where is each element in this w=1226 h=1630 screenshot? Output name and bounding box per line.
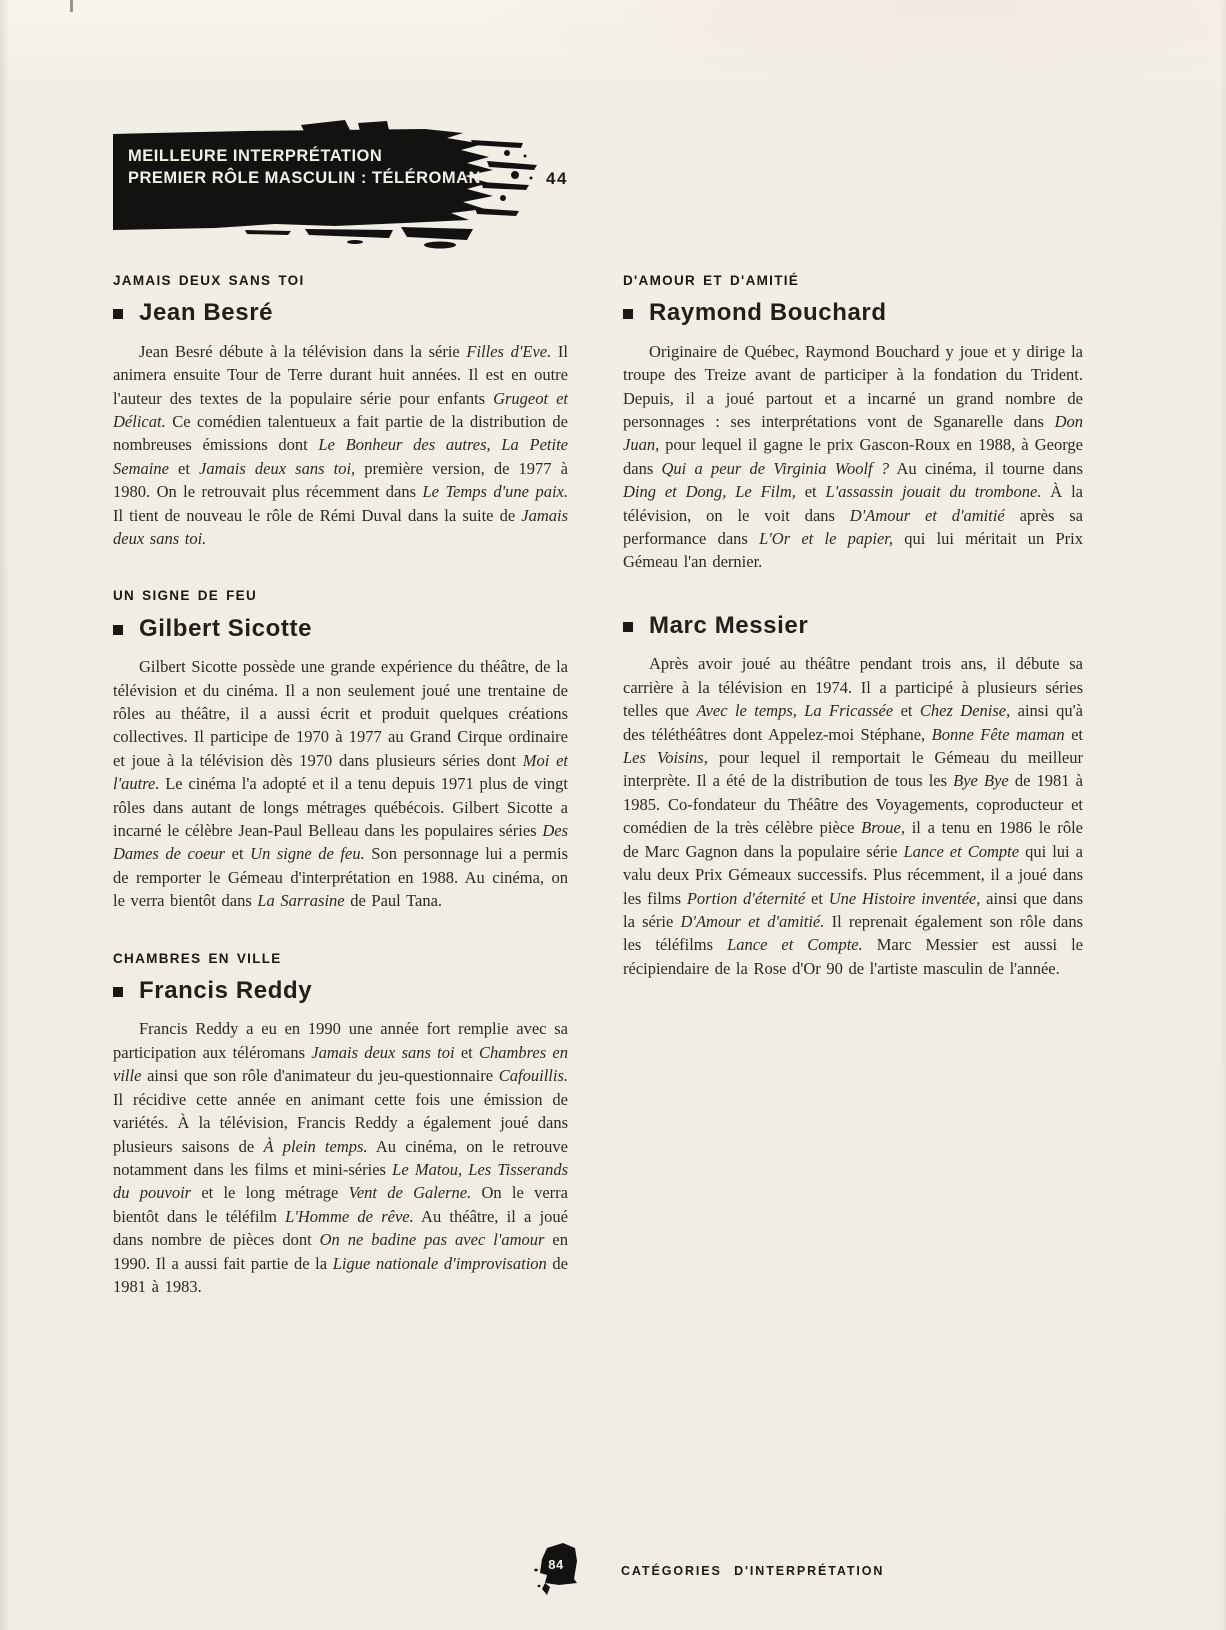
banner-title-line2: PREMIER RÔLE MASCULIN : TÉLÉROMAN xyxy=(128,169,481,187)
nominee-name xyxy=(113,615,568,643)
nominee-name xyxy=(623,612,1083,640)
banner-title xyxy=(128,145,481,189)
nominee-entry-gilbert-sicotte xyxy=(113,588,568,912)
nominees-content xyxy=(113,273,1083,1336)
nominee-entry-jean-besre xyxy=(113,273,568,550)
bio-paragraph: Francis Reddy a eu en 1990 une année fort remplie avec sa participation aux téléromans Jamais deux sans toi et Chambres en ville ainsi que son rôle d'animateur du jeu-questionnaire Cafouillis. Il récidive cette année en animant cette fois une émission de variétés. À la télévision, Francis Reddy a également joué dans plusieurs saisons de À plein temps. Au cinéma, on le retrouve notamment dans les films et mini-séries Le Matou, Les Tisserands du pouvoir et le long métrage Vent de Galerne. On le verra bientôt dans le téléfilm L'Homme de rêve. Au théâtre, il a joué dans nombre de pièces dont On ne badine pas avec l'amour en 1990. Il a aussi fait partie de la Ligue nationale d'improvisation de 1981 à 1983. xyxy=(113,1019,569,1296)
nominee-entry-francis-reddy xyxy=(113,951,568,1299)
nominee-entry-raymond-bouchard xyxy=(623,273,1083,574)
category-banner xyxy=(95,118,565,252)
category-label: D'AMOUR ET D'AMITIÉ xyxy=(623,273,800,288)
scan-artifact-tick xyxy=(70,0,73,12)
bio-paragraph: Après avoir joué au théâtre pendant trois ans, il débute sa carrière à la télévision en 1974. Il a participé à plusieurs séries telles que Avec le temps, La Fricassée et Chez Denise, ainsi qu'à des téléthéâtres dont Appelez-moi Stéphane, Bonne Fête maman et Les Voisins, pour lequel il remportait le Gémeau du meilleur interprète. Il a été de la distribution de tous les Bye Bye de 1981 à 1985. Co-fondateur du Théâtre des Voyagements, coproducteur et comédien de la très célèbre pièce Broue, il a tenu en 1986 le rôle de Marc Gagnon dans la populaire série Lance et Compte qui lui a valu deux Prix Gémeaux successifs. Plus récemment, il a joué dans les films Portion d'éternité et Une Histoire inventée, ainsi que dans la série D'Amour et d'amitié. Il reprenait également son rôle dans les téléfilms Lance et Compte. Marc Messier est aussi le récipiendaire de la Rose d'Or 90 de l'artiste masculin de l'année. xyxy=(623,654,1084,978)
square-bullet-icon xyxy=(113,309,123,319)
nominee-name-text: Raymond Bouchard xyxy=(649,299,887,327)
nominee-name xyxy=(113,299,568,327)
footer-page-marker xyxy=(533,1541,581,1597)
nominee-name-text: Gilbert Sicotte xyxy=(139,614,313,642)
square-bullet-icon xyxy=(113,625,123,635)
square-bullet-icon xyxy=(623,622,633,632)
left-column xyxy=(113,273,568,1336)
square-bullet-icon xyxy=(113,987,123,997)
footer-section-label: CATÉGORIES D'INTERPRÉTATION xyxy=(621,1564,885,1578)
nominee-name-text: Jean Besré xyxy=(139,299,274,327)
category-label: JAMAIS DEUX SANS TOI xyxy=(113,273,305,288)
bio-paragraph: Originaire de Québec, Raymond Bouchard y joue et y dirige la troupe des Treize avant de participer à la fondation du Trident. Depuis, il a joué partout et a incarné un grand nombre de personnages : ses interprétations vont de Sganarelle dans Don Juan, pour lequel il gagne le prix Gascon-Roux en 1988, à George dans Qui a peur de Virginia Woolf ? Au cinéma, il tourne dans Ding et Dong, Le Film, et L'assassin jouait du trombone. À la télévision, on le voit dans D'Amour et d'amitié après sa performance dans L'Or et le papier, qui lui méritait un Prix Gémeau l'an dernier. xyxy=(623,341,1084,572)
right-column xyxy=(623,273,1083,1336)
nominee-name-text: Francis Reddy xyxy=(139,976,313,1004)
category-label: UN SIGNE DE FEU xyxy=(113,588,258,604)
category-label: CHAMBRES EN VILLE xyxy=(113,950,282,966)
bio-paragraph: Gilbert Sicotte possède une grande expérience du théâtre, de la télévision et du cinéma. Il a non seulement joué une trentaine de rôles au théâtre, il a aussi écrit et produit quelques créations collectives. Il participe de 1970 à 1977 au Grand Cirque ordinaire et joue à la télévision dès 1970 dans plusieurs séries dont Moi et l'autre. Le cinéma l'a adopté et il a tenu depuis 1971 plus de vingt rôles dans autant de longs métrages québécois. Gilbert Sicotte a incarné le célèbre Jean-Paul Belleau dans les populaires séries Des Dames de coeur et Un signe de feu. Son personnage lui a permis de remporter le Gémeau d'interprétation en 1988. Au cinéma, on le verra bientôt dans La Sarrasine de Paul Tana. xyxy=(113,657,568,911)
banner-title-line1: MEILLEURE INTERPRÉTATION xyxy=(128,147,383,165)
nominee-name xyxy=(623,299,1083,327)
square-bullet-icon xyxy=(623,309,633,319)
nominee-name xyxy=(113,977,568,1005)
nominee-name-text: Marc Messier xyxy=(649,611,809,639)
bio-paragraph: Jean Besré débute à la télévision dans la série Filles d'Eve. Il animera ensuite Tour de Terre durant huit années. Il est en outre l'auteur des textes de la populaire série pour enfants Grugeot et Délicat. Ce comédien talentueux a fait partie de la distribution de nombreuses émissions dont Le Bonheur des autres, La Petite Semaine et Jamais deux sans toi, première version, de 1977 à 1980. On le retrouvait plus récemment dans Le Temps d'une paix. Il tient de nouveau le rôle de Rémi Duval dans la suite de Jamais deux sans toi. xyxy=(113,341,568,549)
nominee-entry-marc-messier xyxy=(623,612,1083,980)
page-number-footer: 84 xyxy=(548,1557,564,1572)
page-number-top: 44 xyxy=(546,169,568,188)
